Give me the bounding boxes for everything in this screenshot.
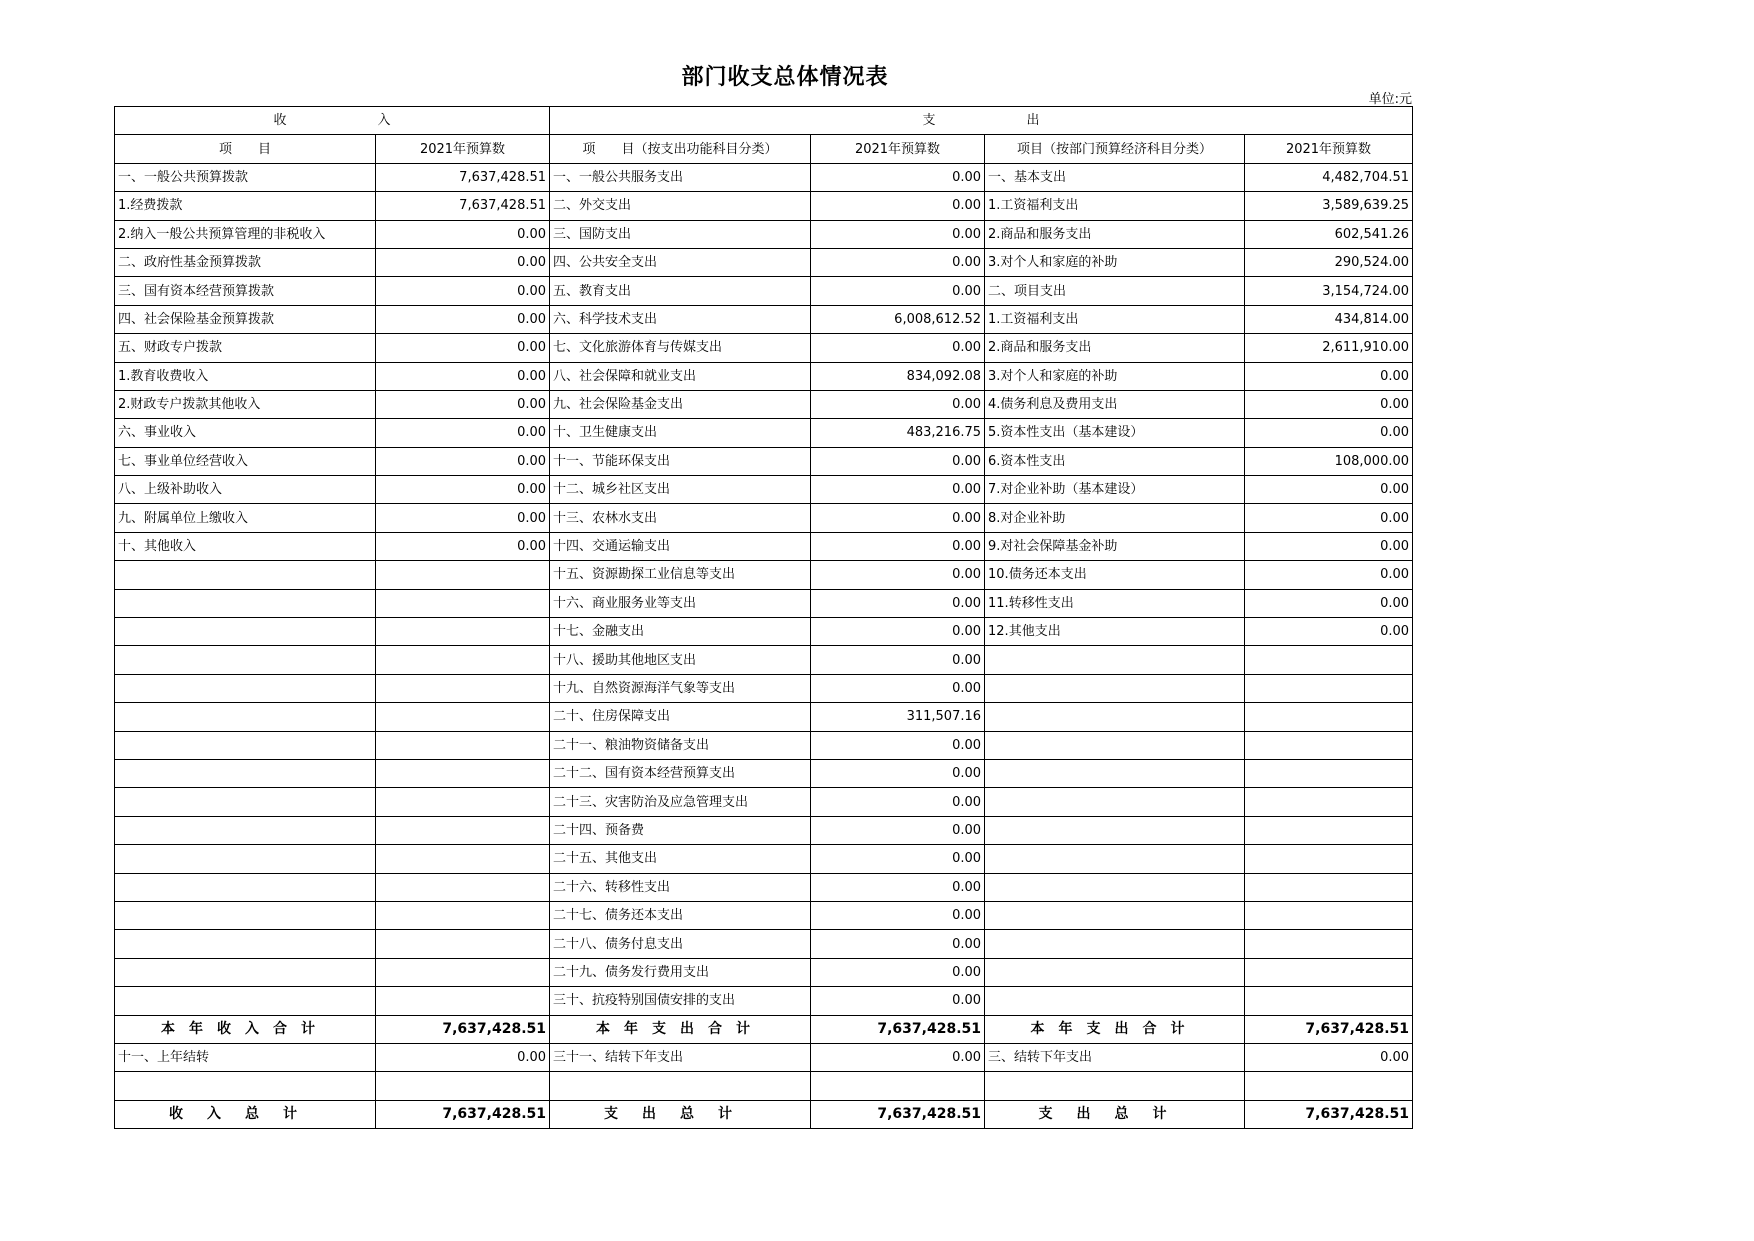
econ-expense-amount (1245, 958, 1413, 986)
func-expense-amount: 0.00 (811, 163, 985, 191)
func-expense-amount: 0.00 (811, 589, 985, 617)
income-amount (376, 731, 550, 759)
econ-expense-item (985, 788, 1245, 816)
income-carry-label: 十一、上年结转 (115, 1043, 376, 1071)
income-item (115, 731, 376, 759)
econ-expense-amount (1245, 816, 1413, 844)
func-expense-item: 十四、交通运输支出 (550, 532, 811, 560)
func-expense-item: 二十九、债务发行费用支出 (550, 958, 811, 986)
econ-expense-amount: 108,000.00 (1245, 447, 1413, 475)
income-amount: 0.00 (376, 532, 550, 560)
table-row (115, 589, 1413, 617)
table-row (115, 163, 1413, 191)
econ-expense-item: 一、基本支出 (985, 163, 1245, 191)
econ-subtotal-amount: 7,637,428.51 (1245, 1015, 1413, 1043)
income-header: 收 入 (115, 107, 550, 135)
econ-carry-label: 三、结转下年支出 (985, 1043, 1245, 1071)
econ-expense-item (985, 759, 1245, 787)
econ-total-label: 支出总计 (985, 1100, 1245, 1128)
econ-expense-item: 2.商品和服务支出 (985, 334, 1245, 362)
table-row (115, 504, 1413, 532)
econ-expense-item (985, 845, 1245, 873)
func-expense-amount: 0.00 (811, 873, 985, 901)
econ-expense-amount: 0.00 (1245, 589, 1413, 617)
income-item: 六、事业收入 (115, 419, 376, 447)
func-budget-header: 2021年预算数 (811, 135, 985, 163)
table-row (115, 419, 1413, 447)
func-expense-item: 十二、城乡社区支出 (550, 476, 811, 504)
econ-expense-amount: 3,154,724.00 (1245, 277, 1413, 305)
empty-cell (550, 1072, 811, 1100)
func-expense-item: 二十二、国有资本经营预算支出 (550, 759, 811, 787)
table-row (115, 618, 1413, 646)
expense-header: 支 出 (550, 107, 1413, 135)
income-item: 1.经费拨款 (115, 192, 376, 220)
income-amount (376, 561, 550, 589)
income-item (115, 646, 376, 674)
func-expense-item: 一、一般公共服务支出 (550, 163, 811, 191)
func-expense-amount: 0.00 (811, 958, 985, 986)
income-item (115, 901, 376, 929)
table-row (115, 561, 1413, 589)
func-expense-item: 二十一、粮油物资储备支出 (550, 731, 811, 759)
econ-expense-item: 5.资本性支出（基本建设） (985, 419, 1245, 447)
table-row (115, 248, 1413, 276)
income-amount: 7,637,428.51 (376, 163, 550, 191)
func-expense-item: 九、社会保险基金支出 (550, 390, 811, 418)
func-expense-amount: 0.00 (811, 220, 985, 248)
income-amount: 0.00 (376, 277, 550, 305)
empty-cell (811, 1072, 985, 1100)
income-item: 十、其他收入 (115, 532, 376, 560)
func-expense-amount: 0.00 (811, 334, 985, 362)
empty-cell (376, 1072, 550, 1100)
table-row (115, 362, 1413, 390)
econ-expense-amount (1245, 788, 1413, 816)
income-item: 二、政府性基金预算拨款 (115, 248, 376, 276)
econ-expense-amount (1245, 759, 1413, 787)
table-row (115, 901, 1413, 929)
income-amount (376, 930, 550, 958)
income-amount: 0.00 (376, 476, 550, 504)
func-expense-amount: 0.00 (811, 248, 985, 276)
income-item (115, 759, 376, 787)
income-item: 五、财政专户拨款 (115, 334, 376, 362)
func-expense-amount: 0.00 (811, 788, 985, 816)
econ-expense-amount (1245, 731, 1413, 759)
econ-expense-amount: 0.00 (1245, 476, 1413, 504)
econ-expense-item: 7.对企业补助（基本建设） (985, 476, 1245, 504)
income-amount: 7,637,428.51 (376, 192, 550, 220)
table-row (115, 305, 1413, 333)
table-row (115, 845, 1413, 873)
econ-subtotal-label: 本年支出合计 (985, 1015, 1245, 1043)
func-expense-item: 三、国防支出 (550, 220, 811, 248)
econ-expense-item (985, 646, 1245, 674)
func-expense-amount: 0.00 (811, 646, 985, 674)
income-item (115, 873, 376, 901)
table-row (115, 646, 1413, 674)
income-item (115, 561, 376, 589)
table-row (115, 532, 1413, 560)
econ-expense-item (985, 816, 1245, 844)
income-item: 四、社会保险基金预算拨款 (115, 305, 376, 333)
income-item-header: 项 目 (115, 135, 376, 163)
income-amount (376, 845, 550, 873)
income-item (115, 618, 376, 646)
income-amount: 0.00 (376, 334, 550, 362)
func-expense-amount: 0.00 (811, 447, 985, 475)
income-item (115, 788, 376, 816)
econ-expense-amount: 0.00 (1245, 390, 1413, 418)
econ-expense-amount (1245, 703, 1413, 731)
econ-expense-amount (1245, 987, 1413, 1015)
func-expense-amount: 0.00 (811, 390, 985, 418)
func-expense-amount: 0.00 (811, 561, 985, 589)
header-row-1 (115, 107, 1413, 135)
econ-expense-item: 2.商品和服务支出 (985, 220, 1245, 248)
table-row (115, 731, 1413, 759)
budget-table (114, 106, 1413, 1129)
income-item: 九、附属单位上缴收入 (115, 504, 376, 532)
income-item: 1.教育收费收入 (115, 362, 376, 390)
table-row (115, 987, 1413, 1015)
econ-expense-item: 二、项目支出 (985, 277, 1245, 305)
func-expense-item: 十九、自然资源海洋气象等支出 (550, 674, 811, 702)
table-row (115, 390, 1413, 418)
econ-expense-amount: 0.00 (1245, 561, 1413, 589)
table-row (115, 873, 1413, 901)
func-expense-item: 十七、金融支出 (550, 618, 811, 646)
func-expense-item: 二十三、灾害防治及应急管理支出 (550, 788, 811, 816)
func-expense-amount: 0.00 (811, 192, 985, 220)
func-expense-amount: 0.00 (811, 759, 985, 787)
func-expense-amount: 0.00 (811, 618, 985, 646)
func-expense-item: 二十八、债务付息支出 (550, 930, 811, 958)
func-expense-item: 二十七、债务还本支出 (550, 901, 811, 929)
econ-expense-item: 1.工资福利支出 (985, 192, 1245, 220)
econ-expense-item (985, 958, 1245, 986)
table-row (115, 930, 1413, 958)
func-expense-amount: 483,216.75 (811, 419, 985, 447)
econ-expense-item: 4.债务利息及费用支出 (985, 390, 1245, 418)
carry-over-row (115, 1043, 1413, 1071)
econ-expense-amount: 0.00 (1245, 504, 1413, 532)
econ-expense-amount (1245, 646, 1413, 674)
econ-expense-amount (1245, 930, 1413, 958)
func-expense-amount: 0.00 (811, 532, 985, 560)
func-expense-amount: 0.00 (811, 277, 985, 305)
func-expense-amount: 0.00 (811, 845, 985, 873)
func-subtotal-amount: 7,637,428.51 (811, 1015, 985, 1043)
empty-cell (115, 1072, 376, 1100)
econ-expense-item (985, 987, 1245, 1015)
func-expense-item: 十八、援助其他地区支出 (550, 646, 811, 674)
func-item-header: 项 目（按支出功能科目分类） (550, 135, 811, 163)
func-expense-item: 六、科学技术支出 (550, 305, 811, 333)
func-expense-item: 二十五、其他支出 (550, 845, 811, 873)
func-expense-amount: 0.00 (811, 731, 985, 759)
income-item (115, 987, 376, 1015)
income-amount: 0.00 (376, 362, 550, 390)
econ-expense-amount: 0.00 (1245, 618, 1413, 646)
econ-expense-amount: 3,589,639.25 (1245, 192, 1413, 220)
econ-expense-item: 3.对个人和家庭的补助 (985, 248, 1245, 276)
empty-cell (985, 1072, 1245, 1100)
income-total-label: 收入总计 (115, 1100, 376, 1128)
income-amount (376, 873, 550, 901)
income-item: 八、上级补助收入 (115, 476, 376, 504)
income-total-amount: 7,637,428.51 (376, 1100, 550, 1128)
func-expense-amount: 0.00 (811, 987, 985, 1015)
func-expense-item: 三十、抗疫特别国债安排的支出 (550, 987, 811, 1015)
econ-expense-item: 1.工资福利支出 (985, 305, 1245, 333)
unit-label: 单位:元 (1368, 92, 1412, 107)
func-expense-amount: 0.00 (811, 816, 985, 844)
income-item (115, 703, 376, 731)
econ-expense-item (985, 873, 1245, 901)
income-amount (376, 703, 550, 731)
income-budget-header: 2021年预算数 (376, 135, 550, 163)
income-amount: 0.00 (376, 248, 550, 276)
blank-row (115, 1072, 1413, 1100)
income-amount (376, 618, 550, 646)
econ-expense-item: 8.对企业补助 (985, 504, 1245, 532)
income-item (115, 816, 376, 844)
income-subtotal-label: 本年收入合计 (115, 1015, 376, 1043)
econ-expense-amount (1245, 873, 1413, 901)
table-row (115, 958, 1413, 986)
income-amount (376, 958, 550, 986)
table-row (115, 277, 1413, 305)
income-amount (376, 674, 550, 702)
func-subtotal-label: 本年支出合计 (550, 1015, 811, 1043)
func-expense-item: 十、卫生健康支出 (550, 419, 811, 447)
income-item (115, 930, 376, 958)
econ-item-header: 项目（按部门预算经济科目分类） (985, 135, 1245, 163)
income-amount (376, 816, 550, 844)
table-row (115, 476, 1413, 504)
total-row (115, 1100, 1413, 1128)
econ-expense-item: 6.资本性支出 (985, 447, 1245, 475)
econ-expense-amount: 290,524.00 (1245, 248, 1413, 276)
income-amount: 0.00 (376, 305, 550, 333)
income-amount: 0.00 (376, 419, 550, 447)
income-item (115, 958, 376, 986)
func-expense-item: 二十六、转移性支出 (550, 873, 811, 901)
econ-expense-item: 12.其他支出 (985, 618, 1245, 646)
func-expense-item: 四、公共安全支出 (550, 248, 811, 276)
table-row (115, 788, 1413, 816)
table-row (115, 192, 1413, 220)
econ-expense-amount: 0.00 (1245, 362, 1413, 390)
func-expense-item: 十五、资源勘探工业信息等支出 (550, 561, 811, 589)
econ-expense-item: 3.对个人和家庭的补助 (985, 362, 1245, 390)
income-amount (376, 901, 550, 929)
page-title: 部门收支总体情况表 (681, 65, 889, 90)
func-expense-amount: 0.00 (811, 901, 985, 929)
func-expense-amount: 0.00 (811, 476, 985, 504)
income-amount (376, 987, 550, 1015)
table-row (115, 816, 1413, 844)
table-row (115, 220, 1413, 248)
empty-cell (1245, 1072, 1413, 1100)
econ-total-amount: 7,637,428.51 (1245, 1100, 1413, 1128)
func-carry-amount: 0.00 (811, 1043, 985, 1071)
econ-expense-item (985, 674, 1245, 702)
econ-expense-item: 11.转移性支出 (985, 589, 1245, 617)
func-expense-item: 二、外交支出 (550, 192, 811, 220)
econ-expense-amount (1245, 674, 1413, 702)
econ-expense-item (985, 930, 1245, 958)
income-item (115, 845, 376, 873)
income-amount: 0.00 (376, 504, 550, 532)
func-carry-label: 三十一、结转下年支出 (550, 1043, 811, 1071)
func-expense-item: 二十四、预备费 (550, 816, 811, 844)
income-amount: 0.00 (376, 390, 550, 418)
income-amount (376, 788, 550, 816)
income-item: 2.财政专户拨款其他收入 (115, 390, 376, 418)
econ-expense-amount: 2,611,910.00 (1245, 334, 1413, 362)
func-expense-item: 二十、住房保障支出 (550, 703, 811, 731)
econ-expense-item: 10.债务还本支出 (985, 561, 1245, 589)
income-item (115, 589, 376, 617)
income-carry-amount: 0.00 (376, 1043, 550, 1071)
econ-expense-item (985, 731, 1245, 759)
income-amount (376, 589, 550, 617)
econ-expense-item (985, 703, 1245, 731)
table-row (115, 447, 1413, 475)
func-expense-item: 七、文化旅游体育与传媒支出 (550, 334, 811, 362)
func-total-amount: 7,637,428.51 (811, 1100, 985, 1128)
income-amount (376, 646, 550, 674)
income-item: 2.纳入一般公共预算管理的非税收入 (115, 220, 376, 248)
income-item (115, 674, 376, 702)
func-expense-amount: 834,092.08 (811, 362, 985, 390)
func-expense-amount: 0.00 (811, 504, 985, 532)
table-row (115, 674, 1413, 702)
table-row (115, 334, 1413, 362)
table-row (115, 759, 1413, 787)
func-expense-amount: 0.00 (811, 674, 985, 702)
econ-expense-item: 9.对社会保障基金补助 (985, 532, 1245, 560)
econ-expense-item (985, 901, 1245, 929)
func-expense-item: 十三、农林水支出 (550, 504, 811, 532)
econ-expense-amount: 0.00 (1245, 419, 1413, 447)
func-expense-item: 八、社会保障和就业支出 (550, 362, 811, 390)
econ-budget-header: 2021年预算数 (1245, 135, 1413, 163)
income-amount: 0.00 (376, 447, 550, 475)
income-amount: 0.00 (376, 220, 550, 248)
func-expense-amount: 311,507.16 (811, 703, 985, 731)
econ-carry-amount: 0.00 (1245, 1043, 1413, 1071)
income-amount (376, 759, 550, 787)
func-expense-amount: 6,008,612.52 (811, 305, 985, 333)
subtotal-row (115, 1015, 1413, 1043)
income-item: 七、事业单位经营收入 (115, 447, 376, 475)
func-expense-item: 十六、商业服务业等支出 (550, 589, 811, 617)
econ-expense-amount (1245, 845, 1413, 873)
func-total-label: 支出总计 (550, 1100, 811, 1128)
income-subtotal-amount: 7,637,428.51 (376, 1015, 550, 1043)
header-row-2 (115, 135, 1413, 163)
func-expense-amount: 0.00 (811, 930, 985, 958)
income-item: 三、国有资本经营预算拨款 (115, 277, 376, 305)
func-expense-item: 十一、节能环保支出 (550, 447, 811, 475)
econ-expense-amount (1245, 901, 1413, 929)
table-row (115, 703, 1413, 731)
econ-expense-amount: 0.00 (1245, 532, 1413, 560)
income-item: 一、一般公共预算拨款 (115, 163, 376, 191)
econ-expense-amount: 434,814.00 (1245, 305, 1413, 333)
econ-expense-amount: 602,541.26 (1245, 220, 1413, 248)
econ-expense-amount: 4,482,704.51 (1245, 163, 1413, 191)
func-expense-item: 五、教育支出 (550, 277, 811, 305)
